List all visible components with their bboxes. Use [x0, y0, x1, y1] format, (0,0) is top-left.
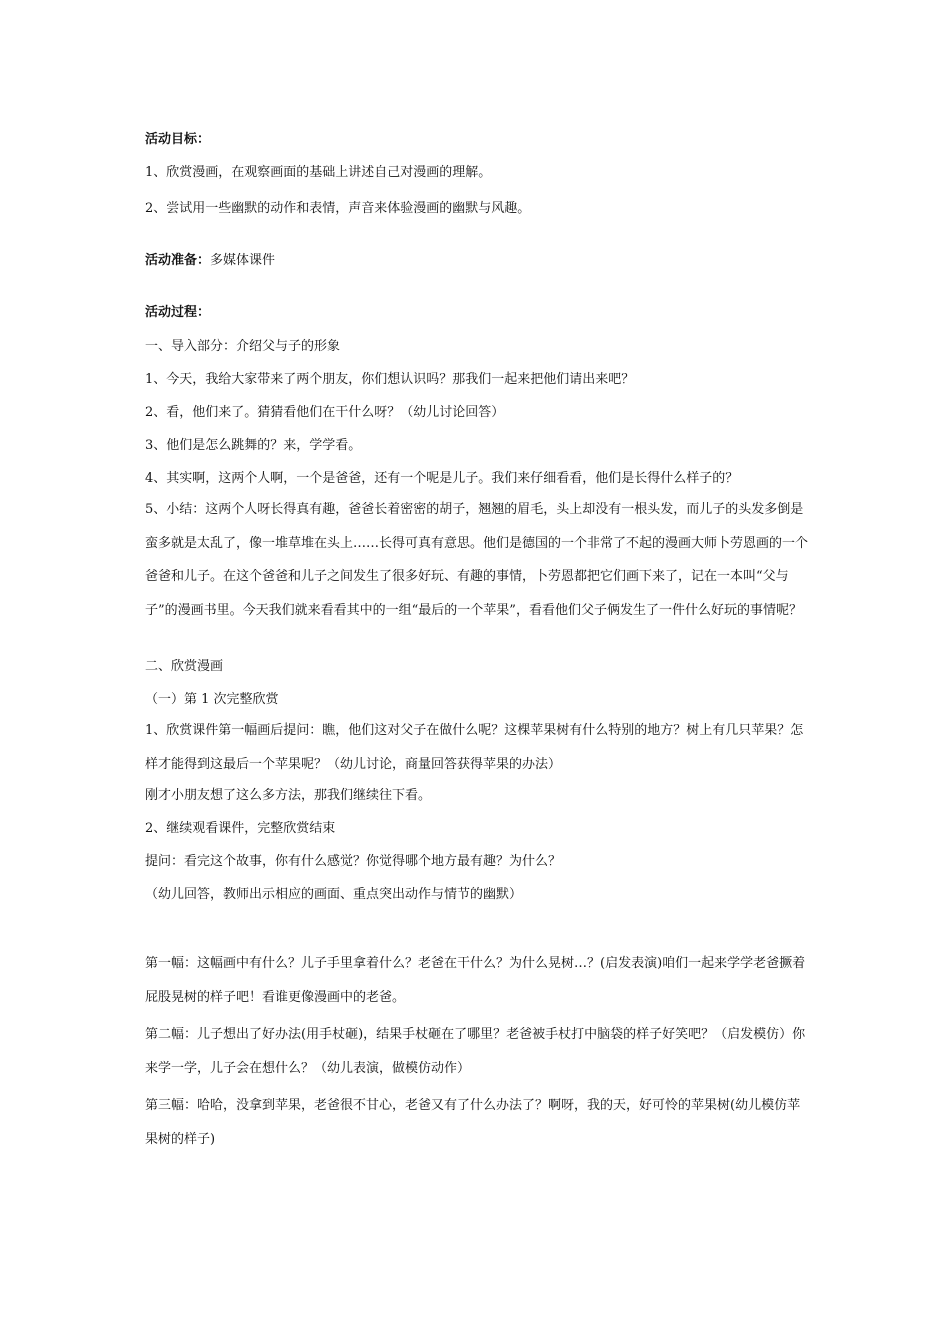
part2-question: 提问：看完这个故事，你有什么感觉？你觉得哪个地方最有趣？为什么？: [145, 854, 562, 869]
part2-title: 二、欣赏漫画: [145, 659, 224, 674]
part2-subtitle: （一）第 1 次完整欣赏: [145, 692, 279, 707]
frame-1: 第一幅：这幅画中有什么？儿子手里拿着什么？老爸在干什么？为什么晃树…？(启发表演)咱们一起来学学老爸撅着屁股晃树的样子吧！看谁更像漫画中的老爸。: [145, 956, 806, 1005]
process-heading: 活动过程：: [145, 305, 211, 320]
frame-2: 第二幅：儿子想出了好办法(用手杖砸)，结果手杖砸在了哪里？老爸被手杖打中脑袋的样子好笑吧？（启发模仿）你来学一学，儿子会在想什么？（幼儿表演，做模仿动作）: [145, 1027, 806, 1076]
part2-step-2: 2、继续观看课件，完整欣赏结束: [145, 821, 336, 836]
part1-step-4: 4、其实啊，这两个人啊，一个是爸爸，还有一个呢是儿子。我们来仔细看看，他们是长得什么样子的？: [145, 471, 739, 486]
part1-step-5: 5、小结：这两个人呀长得真有趣，爸爸长着密密的胡子，翘翘的眉毛，头上却没有一根头发，而儿子的头发多倒是蛮多就是太乱了，像一堆草堆在头上……长得可真有意思。他们是德国的一个非常了不起的漫画大师卜劳恩画的一个爸爸和儿子。在这个爸爸和儿子之间发生了很多好玩、有趣的事情，卜劳恩都把它们画下来了，记在一本叫“父与子”的漫画书里。今天我们就来看看其中的一组“最后的一个苹果”，看看他们父子俩发生了一件什么好玩的事情呢？: [145, 502, 809, 618]
part2-note: （幼儿回答，教师出示相应的画面、重点突出动作与情节的幽默）: [145, 887, 523, 902]
part1-step-3: 3、他们是怎么跳舞的？来，学学看。: [145, 438, 362, 453]
prep-text: 多媒体课件: [210, 253, 276, 268]
part2-step-1: 1、欣赏课件第一幅画后提问：瞧，他们这对父子在做什么呢？这棵苹果树有什么特别的地方？树上有几只苹果？怎样才能得到这最后一个苹果呢？（幼儿讨论，商量回答获得苹果的办法）: [145, 723, 804, 772]
document-body: [145, 130, 810, 1156]
part1-step-2: 2、看，他们来了。猜猜看他们在干什么呀？（幼儿讨论回答）: [145, 405, 505, 420]
prep-line: [145, 251, 810, 270]
frame-3: 第三幅：哈哈，没拿到苹果，老爸很不甘心，老爸又有了什么办法了？啊呀，我的天，好可怜的苹果树(幼儿模仿苹果树的样子): [145, 1098, 801, 1147]
prep-label: 活动准备：: [145, 253, 211, 268]
part2-step-1b: 刚才小朋友想了这么多方法，那我们继续往下看。: [145, 788, 432, 803]
part1-step-1: 1、今天，我给大家带来了两个朋友，你们想认识吗？那我们一起来把他们请出来吧？: [145, 372, 635, 387]
goal-item-1: 1、欣赏漫画，在观察画面的基础上讲述自己对漫画的理解。: [145, 165, 492, 180]
part1-title: 一、导入部分：介绍父与子的形象: [145, 339, 341, 354]
goal-item-2: 2、尝试用一些幽默的动作和表情，声音来体验漫画的幽默与风趣。: [145, 201, 531, 216]
goals-heading: 活动目标：: [145, 132, 211, 147]
